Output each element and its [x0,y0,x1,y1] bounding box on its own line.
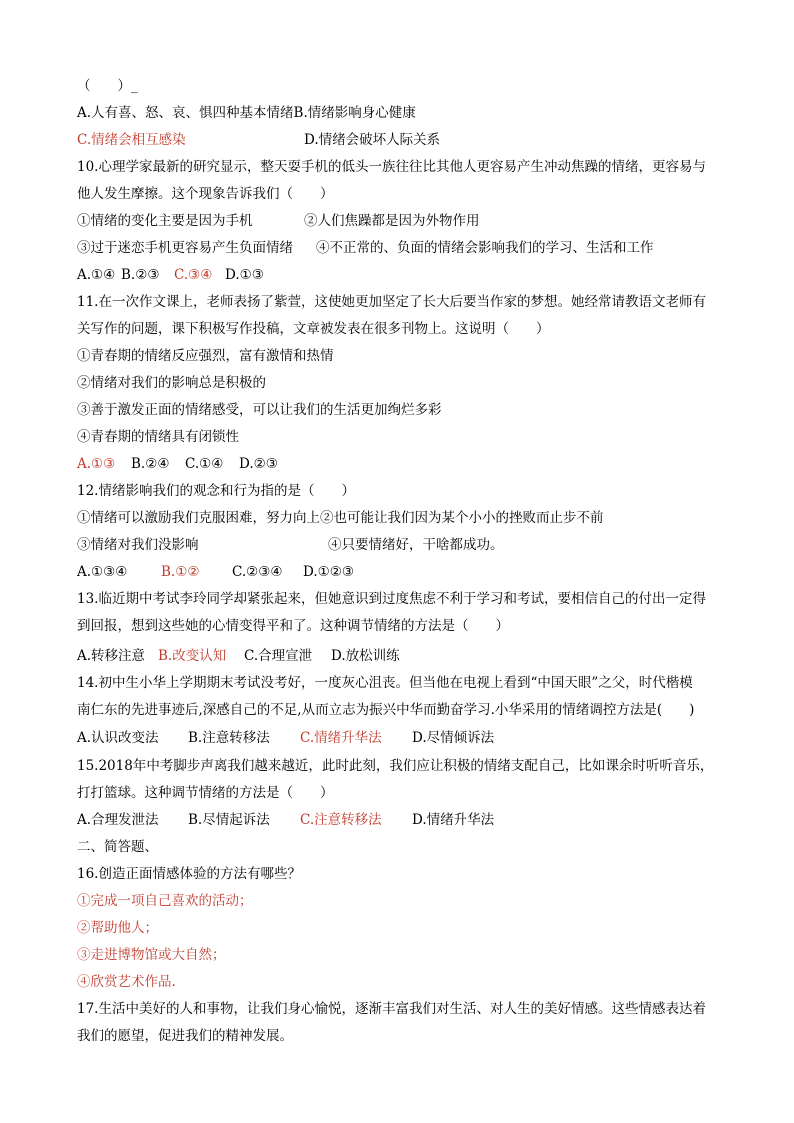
q11-statement-3: ③善于激发正面的情绪感受，可以让我们的生活更加绚烂多彩 [77,402,442,418]
q9-stem-tail: （ ）_ [77,78,138,94]
q16-question: 16.创造正面情感体验的方法有哪些？ [77,866,301,882]
q11-stem-line1: 11.在一次作文课上，老师表扬了紫萱，这使她更加坚定了长大后要当作家的梦想。她经常请教语文老师有 [77,294,706,310]
q10-stem-line2: 他人发生摩擦。这个现象告诉我们（ ） [77,186,334,202]
q12-statements-12: ①情绪可以激励我们克服困难，努力向上②也可能让我们因为某个小小的挫败而止步不前 [77,510,604,526]
q14-option-a: A.认识改变法 [77,730,159,746]
q10-stem-line1: 10.心理学家最新的研究显示，整天耍手机的低头一族往往比其他人更容易产生冲动焦躁的情绪，更容易与 [77,159,706,175]
q13-option-b: B.改变认知 [158,648,227,664]
q15-stem-line2: 打打篮球。这种调节情绪的方法是（ ） [77,785,334,801]
q16-answer-3: ③走进博物馆或大自然； [77,947,226,963]
q12-stem: 12.情绪影响我们的观念和行为指的是（ ） [77,483,355,499]
q10-statement-2: ②人们焦躁都是因为外物作用 [304,213,480,229]
q10-option-c: C.③④ [174,267,213,283]
q12-option-c: C.②③④ [232,564,283,580]
q12-option-a: A.①③④ [77,564,128,580]
q12-statement-4: ④只要情绪好，干啥都成功。 [328,537,504,553]
q14-option-d: D.尽情倾诉法 [412,730,495,746]
q17-stem-line2: 我们的愿望，促进我们的精神发展。 [77,1028,293,1044]
q11-statement-1: ①青春期的情绪反应强烈，富有激情和热情 [77,348,334,364]
q12-option-d: D.①②③ [303,564,354,580]
q12-statements-34 [77,536,504,554]
q13-stem-line1: 13.临近期中考试李玲同学却紧张起来，但她意识到过度焦虑不利于学习和考试，要相信自己的付出一定得 [77,591,706,607]
q14-option-c: C.情绪升华法 [300,730,382,746]
q16-answer-2: ②帮助他人； [77,920,158,936]
q14-option-b: B.注意转移法 [188,730,270,746]
q9-options-ab [77,104,416,122]
q14-stem-line1: 14.初中生小华上学期期末考试没考好，一度灰心沮丧。但当他在电视上看到“中国天眼”之父，时代楷模 [77,675,693,691]
q10-statements-34 [77,239,654,257]
q10-option-d: D.①③ [225,267,264,283]
q10-options [77,266,264,284]
q9-option-a: A.人有喜、怒、哀、惧四种基本情绪 [77,105,294,121]
q13-option-d: D.放松训练 [331,648,400,664]
q9-option-c: C.情绪会相互感染 [77,132,186,148]
q15-stem-line1: 15.2018年中考脚步声离我们越来越近，此时此刻，我们应让积极的情绪支配自己，比如课余时听听音乐， [77,758,714,774]
q9-options-cd [77,131,440,149]
q15-option-c: C.注意转移法 [300,812,382,828]
q15-option-a: A.合理发泄法 [77,812,159,828]
q11-stem-line2: 关写作的问题，课下积极写作投稿，文章被发表在很多刊物上。这说明（ ） [77,321,550,337]
q12-statement-3: ③情绪对我们没影响 [77,537,199,553]
q15-option-d: D.情绪升华法 [412,812,495,828]
q11-option-d: D.②③ [239,456,278,472]
q11-option-a: A.①③ [77,456,116,472]
q10-statements-12 [77,212,480,230]
q10-statement-3: ③过于迷恋手机更容易产生负面情绪 [77,240,293,256]
q9-option-d: D.情绪会破坏人际关系 [304,132,441,148]
q15-option-b: B.尽情起诉法 [188,812,270,828]
q11-statement-2: ②情绪对我们的影响总是积极的 [77,375,266,391]
q13-option-c: C.合理宣泄 [244,648,313,664]
q14-stem-line2: 南仁东的先进事迹后,深感自己的不足,从而立志为振兴中华而勤奋学习.小华采用的情绪调控方法是( ) [77,702,695,718]
q13-stem-line2: 到回报，想到这些她的心情变得平和了。这种调节情绪的方法是（ ） [77,618,509,634]
q13-options [77,647,400,665]
q16-answer-1: ①完成一项自己喜欢的活动； [77,893,253,909]
q10-option-a: A.①④ [77,267,116,283]
q9-option-b: B.情绪影响身心健康 [293,105,416,121]
q12-options [77,563,354,581]
q15-options [77,811,494,829]
q10-option-b: B.②③ [121,267,160,283]
q13-option-a: A.转移注意 [77,648,146,664]
section-heading-short-answer: 二、简答题、 [77,839,158,855]
q11-options [77,455,278,473]
q11-statement-4: ④青春期的情绪具有闭锁性 [77,429,239,445]
q17-stem-line1: 17.生活中美好的人和事物，让我们身心愉悦，逐渐丰富我们对生活、对人生的美好情感。这些情感表达着 [77,1001,706,1017]
q10-statement-1: ①情绪的变化主要是因为手机 [77,213,253,229]
q14-options [77,729,494,747]
q10-statement-4: ④不正常的、负面的情绪会影响我们的学习、生活和工作 [316,240,654,256]
q16-answer-4: ④欣赏艺术作品. [77,974,176,990]
q12-option-b: B.①② [161,564,200,580]
q11-option-b: B.②④ [131,456,170,472]
q11-option-c: C.①④ [185,456,224,472]
